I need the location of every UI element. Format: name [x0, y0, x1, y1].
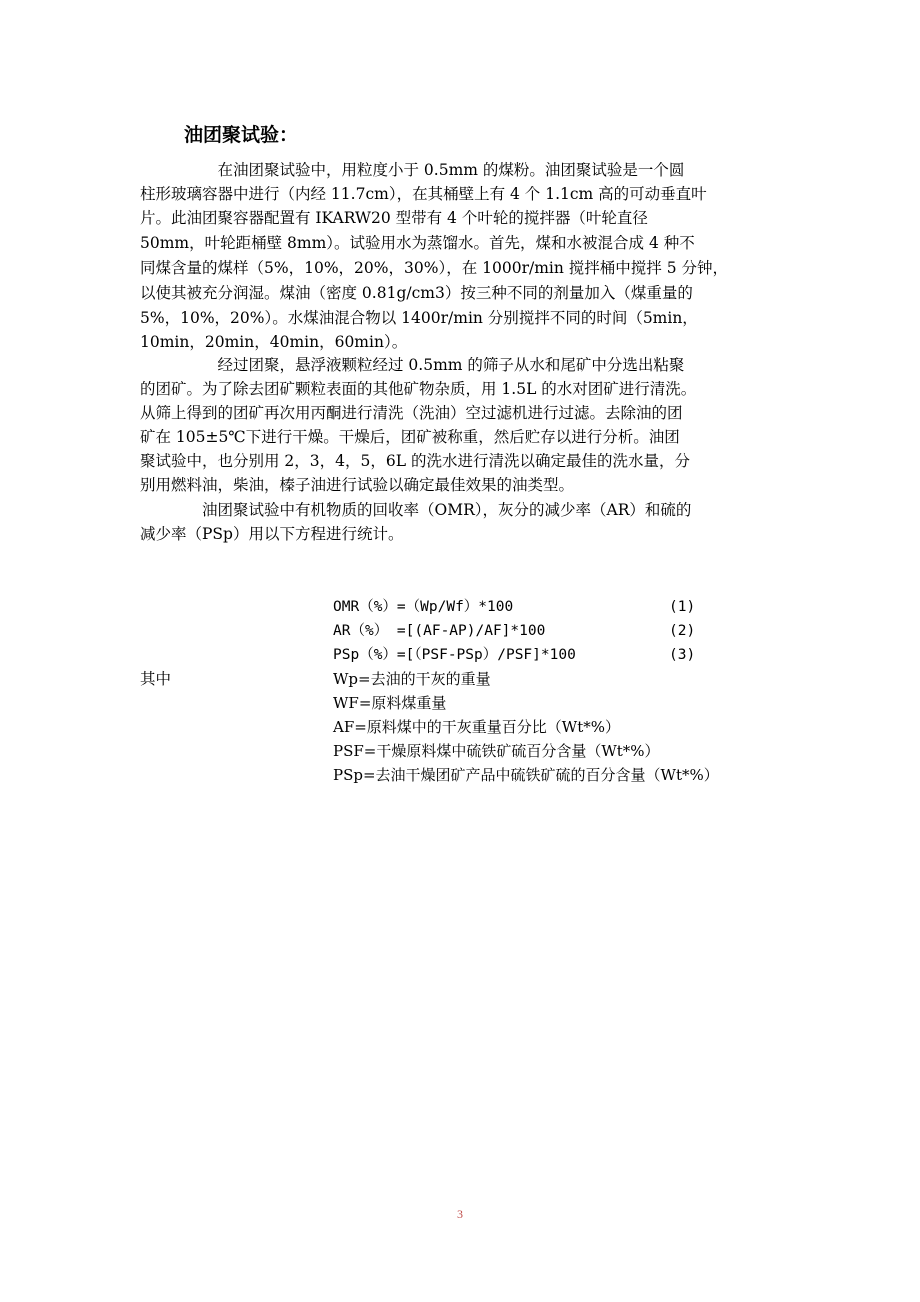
definition-item: PSp=去油干燥团矿产品中硫铁矿硫的百分含量（Wt*%） — [333, 766, 719, 784]
equation-omr: OMR（%）=（Wp/Wf）*100 — [333, 599, 514, 615]
text-line: 的团矿。为了除去团矿颗粒表面的其他矿物杂质，用 1.5L 的水对团矿进行清洗。 — [140, 380, 697, 398]
equation-number: (2) — [669, 623, 696, 639]
definition-item: AF=原料煤中的干灰重量百分比（Wt*%） — [333, 718, 621, 736]
page-number: 3 — [457, 1207, 463, 1221]
definition-item: PSF=干燥原料煤中硫铁矿硫百分含量（Wt*%） — [333, 742, 660, 760]
text-line: 减少率（PSp）用以下方程进行统计。 — [140, 525, 404, 543]
text-line: 从筛上得到的团矿再次用丙酮进行清洗（洗油）空过滤机进行过滤。去除油的团 — [140, 404, 683, 422]
section-title: 油团聚试验： — [184, 124, 299, 146]
text-line: 聚试验中，也分别用 2，3，4，5，6L 的洗水进行清洗以确定最佳的洗水量，分 — [140, 452, 690, 470]
definition-item: Wp=去油的干灰的重量 — [333, 670, 491, 688]
text-line: 同煤含量的煤样（5%，10%，20%，30%），在 1000r/min 搅拌桶中搅拌 5 分钟， — [140, 259, 728, 277]
text-line: 别用燃料油，柴油，榛子油进行试验以确定最佳效果的油类型。 — [140, 476, 575, 494]
equation-psp: PSp（%）=[（PSF-PSp）/PSF]*100 — [333, 647, 576, 663]
text-line: 10min，20min，40min，60min）。 — [140, 333, 408, 351]
text-line: 以使其被充分润湿。煤油（密度 0.81g/cm3）按三种不同的剂量加入（煤重量的 — [140, 284, 693, 302]
text-line: 柱形玻璃容器中进行（内经 11.7cm），在其桶壁上有 4 个 1.1cm 高的可动垂直叶 — [140, 185, 707, 203]
text-line: 经过团聚，悬浮液颗粒经过 0.5mm 的筛子从水和尾矿中分选出粘聚 — [140, 356, 685, 374]
text-line: 片。此油团聚容器配置有 IKARW20 型带有 4 个叶轮的搅拌器（叶轮直径 — [140, 209, 648, 227]
text-line: 50mm，叶轮距桶壁 8mm）。试验用水为蒸馏水。首先，煤和水被混合成 4 种不 — [140, 234, 695, 252]
where-label: 其中 — [140, 670, 172, 688]
definition-item: WF=原料煤重量 — [333, 694, 447, 712]
equation-number: (1) — [669, 599, 696, 615]
text-line: 5%，10%，20%）。水煤油混合物以 1400r/min 分别搅拌不同的时间（5min， — [140, 309, 698, 327]
text-line: 矿在 105±5℃下进行干燥。干燥后，团矿被称重，然后贮存以进行分析。油团 — [140, 428, 680, 446]
text-line: 在油团聚试验中，用粒度小于 0.5mm 的煤粉。油团聚试验是一个圆 — [140, 161, 685, 179]
equation-ar: AR（%） =[(AF-AP)/AF]*100 — [333, 623, 546, 639]
equation-number: (3) — [669, 647, 696, 663]
text-line: 油团聚试验中有机物质的回收率（OMR），灰分的减少率（AR）和硫的 — [140, 501, 692, 519]
